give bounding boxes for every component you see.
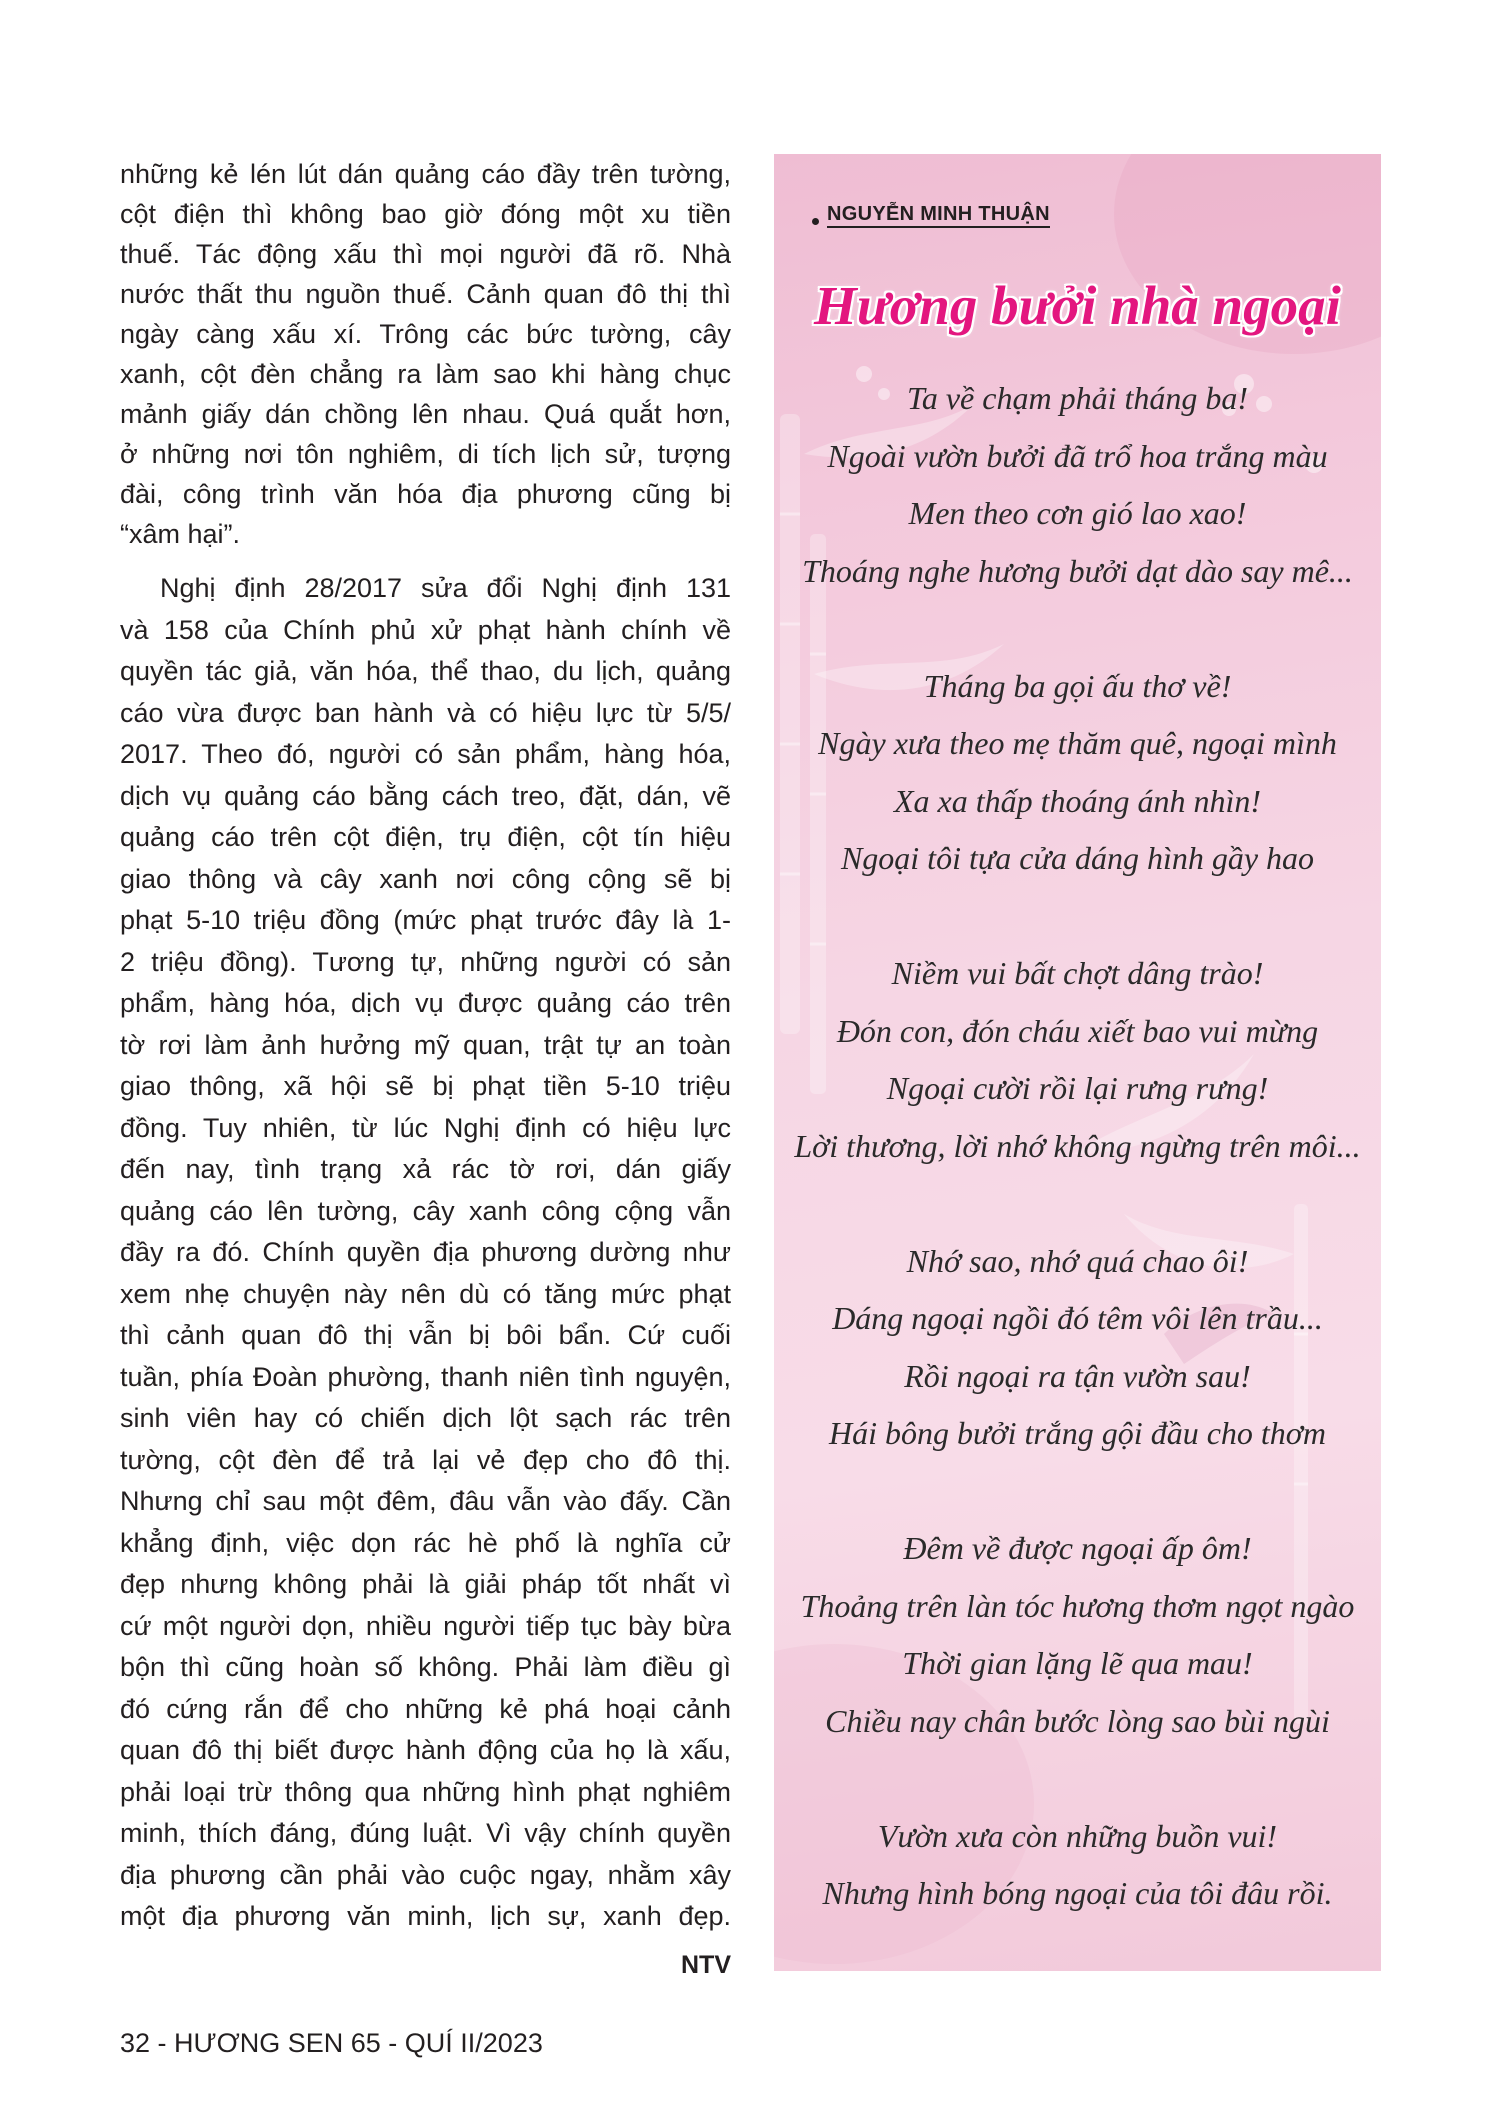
- article-line: ở những nơi tôn nghiêm, di tích lịch sử, tượng: [120, 439, 731, 469]
- poem-title: Hương bưởi nhà ngoại: [814, 275, 1341, 336]
- article-line: tuần, phía Đoàn phường, thanh niên tình nguyện,: [120, 1361, 731, 1392]
- poem-stanza: [774, 1233, 1381, 1463]
- page-footer: 32 - HƯƠNG SEN 65 - QUÍ II/2023: [120, 2028, 543, 2058]
- article-line: thuế. Tác động xấu thì mọi người đã rõ. Nhà: [120, 239, 731, 269]
- poem-line: Thoảng trên làn tóc hương thơm ngọt ngào: [800, 1587, 1355, 1624]
- article-line: cáo vừa được ban hành và có hiệu lực từ 5/5/: [120, 697, 731, 728]
- poem-stanza: [774, 658, 1381, 888]
- article-line: thì cảnh quan đô thị vẫn bị bôi bẩn. Cứ cuối: [120, 1320, 731, 1350]
- bullet-icon: [812, 218, 819, 225]
- poem-stanza: [774, 370, 1381, 600]
- article-line: đồng. Tuy nhiên, từ lúc Nghị định có hiệu lực: [120, 1112, 731, 1143]
- article-column: [120, 154, 731, 1938]
- article-line: tờ rơi làm ảnh hưởng mỹ quan, trật tự an toàn: [120, 1029, 731, 1060]
- article-line: phẩm, hàng hóa, dịch vụ được quảng cáo trên: [120, 988, 731, 1018]
- article-line: đó cứng rắn để cho những kẻ phá hoại cảnh: [120, 1693, 731, 1724]
- article-line: bộn thì cũng hoàn số không. Phải làm điều gì: [120, 1652, 731, 1682]
- article-line: sinh viên hay có chiến dịch lột sạch rác trên: [120, 1403, 731, 1433]
- poem-line: Ngoài vườn bưởi đã trổ hoa trắng màu: [827, 437, 1328, 474]
- poem-line: Đêm về được ngoại ấp ôm!: [903, 1530, 1252, 1566]
- article-line: minh, thích đáng, đúng luật. Vì vậy chính quyền: [120, 1818, 731, 1848]
- article-signature: NTV: [681, 1951, 731, 1979]
- article-line: xem nhẹ chuyện này nên dù có tăng mức phạt: [120, 1278, 731, 1309]
- article-line: phải loại trừ thông qua những hình phạt nghiêm: [120, 1776, 731, 1807]
- article-line: đến nay, tình trạng xả rác tờ rơi, dán giấy: [120, 1154, 731, 1184]
- article-line: những kẻ lén lút dán quảng cáo đầy trên tường,: [120, 159, 731, 189]
- article-line: xanh, cột đèn chẳng ra làm sao khi hàng chục: [120, 359, 731, 389]
- article-line: Nghị định 28/2017 sửa đổi Nghị định 131: [160, 573, 731, 603]
- article-line: “xâm hại”.: [120, 519, 241, 549]
- poem-stanza: [774, 945, 1381, 1175]
- article-line: dịch vụ quảng cáo bằng cách treo, đặt, dán, vẽ: [120, 780, 731, 811]
- poem-line: Ngoại cười rồi lại rưng rưng!: [886, 1070, 1269, 1106]
- poem-line: Hái bông bưởi trắng gội đầu cho thơm: [829, 1415, 1326, 1451]
- article-line: một địa phương văn minh, lịch sự, xanh đẹp.: [120, 1901, 731, 1931]
- poem-line: Chiều nay chân bước lòng sao bùi ngùi: [825, 1702, 1330, 1739]
- article-line: đài, công trình văn hóa địa phương cũng bị: [120, 479, 731, 509]
- poem-body: [774, 370, 1381, 1971]
- poem-line: Ta về chạm phải tháng ba!: [906, 380, 1248, 416]
- poem-line: Men theo cơn gió lao xao!: [908, 495, 1247, 531]
- poem-line: Ngày xưa theo mẹ thăm quê, ngoại mình: [818, 725, 1337, 761]
- poem-line: Thời gian lặng lẽ qua mau!: [902, 1645, 1253, 1681]
- article-line: Nhưng chỉ sau một đêm, đâu vẫn vào đấy. Cần: [120, 1486, 731, 1516]
- article-line: quảng cáo lên tường, cây xanh công cộng vẫn: [120, 1195, 731, 1226]
- article-line: nước thất thu nguồn thuế. Cảnh quan đô thị thì: [120, 279, 731, 309]
- article-line: và 158 của Chính phủ xử phạt hành chính về: [120, 614, 731, 645]
- poem-line: Dáng ngoại ngồi đó têm vôi lên trầu...: [832, 1300, 1323, 1336]
- author-name: NGUYỄN MINH THUẬN: [827, 202, 1050, 228]
- poem-box: [774, 154, 1381, 1971]
- article-line: giao thông, xã hội sẽ bị phạt tiền 5-10 triệu: [120, 1071, 731, 1101]
- article-line: quyền tác giả, văn hóa, thể thao, du lịch, quảng: [120, 656, 731, 686]
- poem-line: Nhưng hình bóng ngoại của tôi đâu rồi.: [822, 1875, 1333, 1911]
- poem-stanza: [774, 1808, 1381, 1923]
- article-line: 2017. Theo đó, người có sản phẩm, hàng hóa,: [120, 739, 731, 769]
- poem-line: Nhớ sao, nhớ quá chao ôi!: [906, 1242, 1249, 1279]
- poem-line: Vườn xưa còn những buồn vui!: [877, 1817, 1278, 1854]
- article-line: 2 triệu đồng). Tương tự, những người có sản: [120, 946, 731, 977]
- article-line: khẳng định, việc dọn rác hè phố là nghĩa cử: [120, 1527, 731, 1558]
- article-line: đầy ra đó. Chính quyền địa phương dường như: [120, 1237, 731, 1267]
- poem-line: Lời thương, lời nhớ không ngừng trên môi...: [794, 1127, 1361, 1164]
- poem-line: Niềm vui bất chợt dâng trào!: [891, 955, 1264, 991]
- article-line: giao thông và cây xanh nơi công cộng sẽ bị: [120, 863, 731, 894]
- article-line: quảng cáo trên cột điện, trụ điện, cột tín hiệu: [120, 822, 731, 852]
- article-line: cột điện thì không bao giờ đóng một xu tiền: [120, 199, 731, 229]
- poem-line: Xa xa thấp thoáng ánh nhìn!: [893, 782, 1262, 819]
- poem-line: Thoáng nghe hương bưởi dạt dào say mê...: [802, 552, 1353, 589]
- article-line: ngày càng xấu xí. Trông các bức tường, cây: [120, 319, 731, 349]
- article-paragraph: [120, 154, 731, 554]
- article-line: tường, cột đèn để trả lại vẻ đẹp cho đô thị.: [120, 1444, 731, 1475]
- article-line: quan đô thị biết được hành động của họ là xấu,: [120, 1735, 731, 1765]
- poem-author: [812, 198, 1050, 228]
- poem-line: Ngoại tôi tựa cửa dáng hình gầy hao: [840, 840, 1315, 876]
- poem-line: Tháng ba gọi ấu thơ về!: [923, 667, 1232, 704]
- article-line: phạt 5-10 triệu đồng (mức phạt trước đây là 1-: [120, 905, 731, 935]
- article-line: địa phương cần phải vào cuộc ngay, nhằm xây: [120, 1859, 731, 1890]
- poem-stanza: [774, 1520, 1381, 1750]
- article-line: mảnh giấy dán chồng lên nhau. Quá quắt hơn,: [120, 399, 731, 429]
- article-line: cứ một người dọn, nhiều người tiếp tục bày bừa: [120, 1610, 731, 1641]
- poem-line: Rồi ngoại ra tận vườn sau!: [904, 1357, 1251, 1394]
- article-paragraph: [120, 568, 731, 1938]
- article-line: đẹp nhưng không phải là giải pháp tốt nhất vì: [120, 1569, 731, 1599]
- poem-line: Đón con, đón cháu xiết bao vui mừng: [836, 1012, 1319, 1049]
